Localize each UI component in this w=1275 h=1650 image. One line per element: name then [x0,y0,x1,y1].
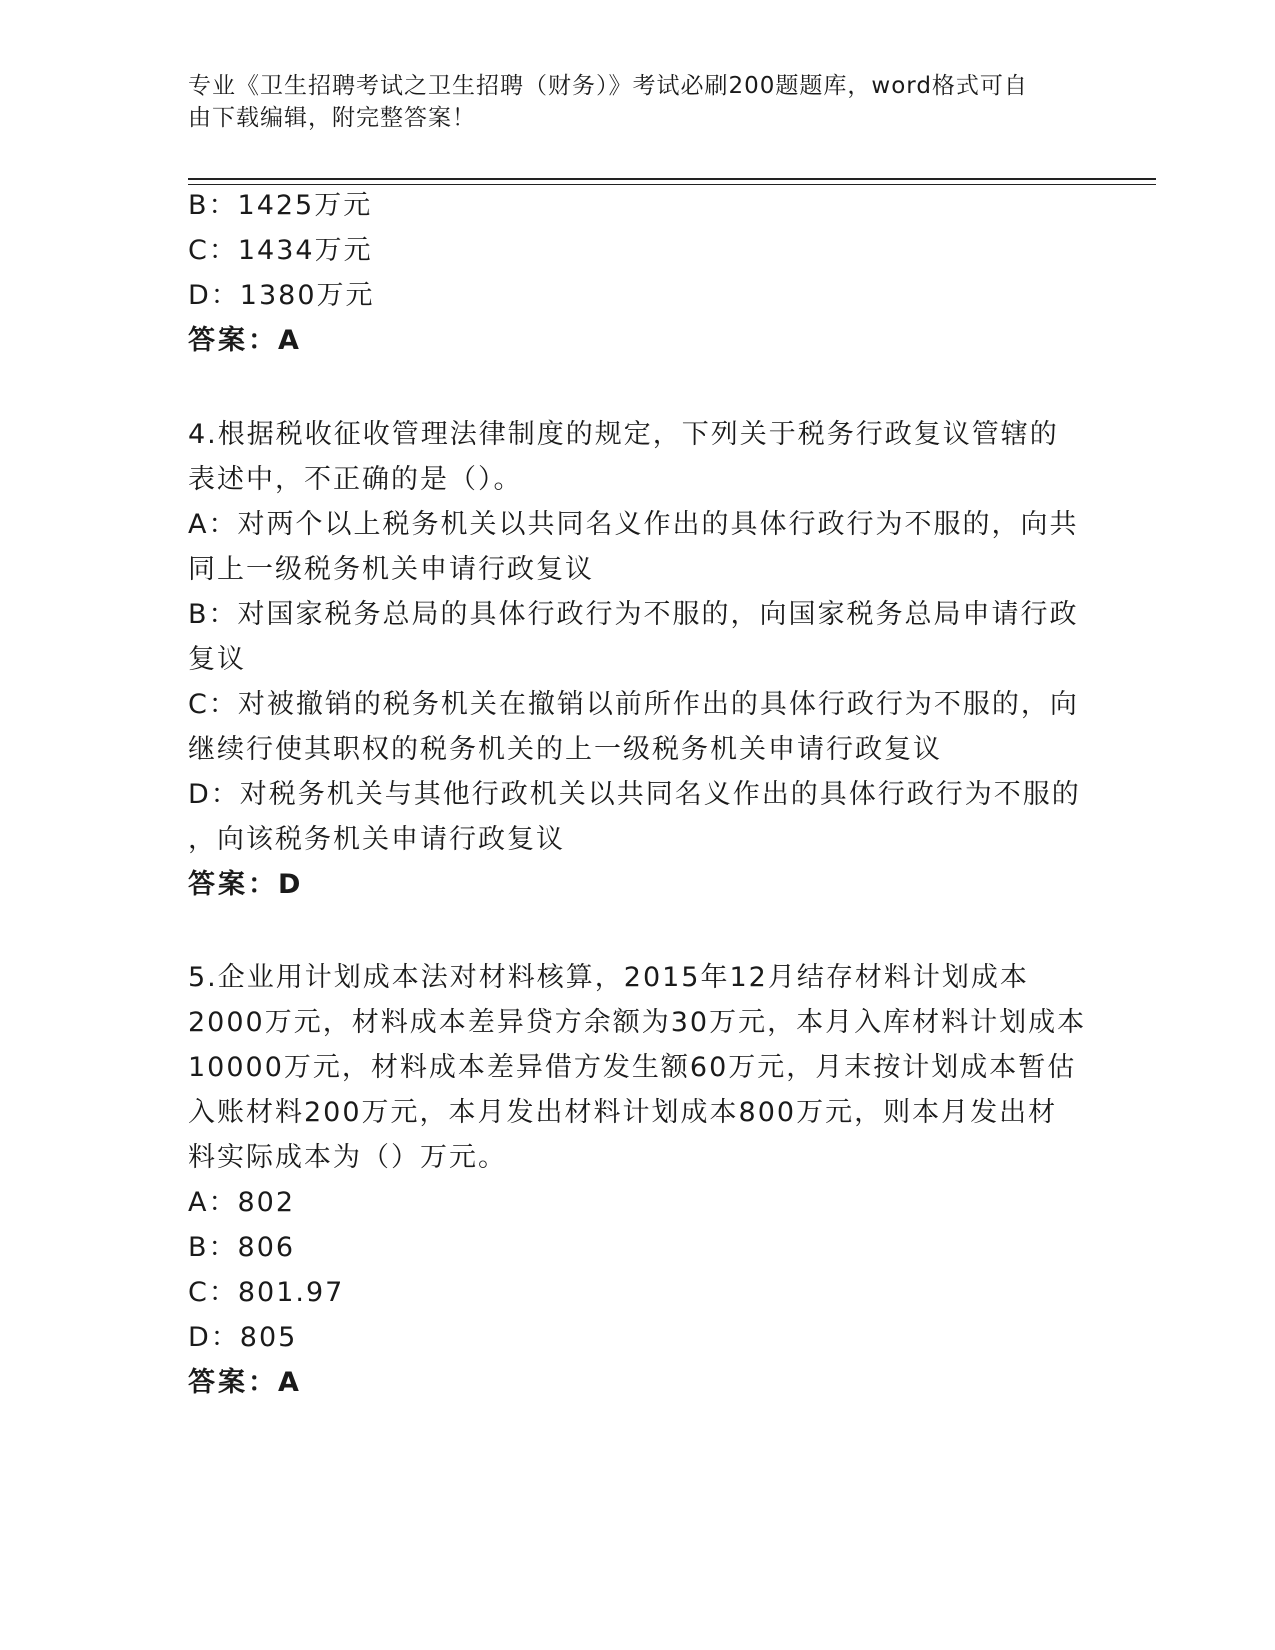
q4-option-b-line-2: 复议 [188,644,246,675]
q4-option-a-line-2: 同上一级税务机关申请行政复议 [188,554,594,585]
q4-option-d-line-2: ，向该税务机关申请行政复议 [188,824,565,855]
q3-option-c: C：1434万元 [188,235,373,266]
page-header [188,70,1068,134]
header-line-1: 专业《卫生招聘考试之卫生招聘（财务）》考试必刷200题题库，word格式可自 [188,73,1028,99]
q4-option-c-line-1: C：对被撤销的税务机关在撤销以前所作出的具体行政行为不服的，向 [188,689,1079,720]
q5-stem-line-4: 入账材料200万元，本月发出材料计划成本800万元，则本月发出材 [188,1097,1058,1128]
q5-option-a: A：802 [188,1187,296,1218]
q3-option-d: D：1380万元 [188,280,375,311]
q4-option-c-line-2: 继续行使其职权的税务机关的上一级税务机关申请行政复议 [188,734,942,765]
q5-answer: 答案：A [188,1367,302,1398]
q5-stem-line-2: 2000万元，材料成本差异贷方余额为30万元，本月入库材料计划成本 [188,1007,1087,1038]
header-line-2: 由下载编辑，附完整答案！ [188,105,476,131]
q5-option-b: B：806 [188,1232,296,1263]
q5-stem-line-1: 5.企业用计划成本法对材料核算，2015年12月结存材料计划成本 [188,962,1029,993]
header-rule [188,178,1156,185]
q5-stem-line-3: 10000万元，材料成本差异借方发生额60万元，月末按计划成本暂估 [188,1052,1077,1083]
q3-answer: 答案：A [188,325,302,356]
q4-answer: 答案：D [188,869,304,900]
q3-option-b: B：1425万元 [188,190,373,221]
q4-stem-line-1: 4.根据税收征收管理法律制度的规定，下列关于税务行政复议管辖的 [188,419,1059,450]
q4-stem-line-2: 表述中，不正确的是（）。 [188,464,523,495]
q4-option-a-line-1: A：对两个以上税务机关以共同名义作出的具体行政行为不服的，向共 [188,509,1079,540]
q4-option-b-line-1: B：对国家税务总局的具体行政行为不服的，向国家税务总局申请行政 [188,599,1079,630]
q5-option-c: C：801.97 [188,1277,345,1308]
q4-option-d-line-1: D：对税务机关与其他行政机关以共同名义作出的具体行政行为不服的 [188,779,1081,810]
q5-stem-line-5: 料实际成本为（）万元。 [188,1142,507,1173]
q5-option-d: D：805 [188,1322,298,1353]
